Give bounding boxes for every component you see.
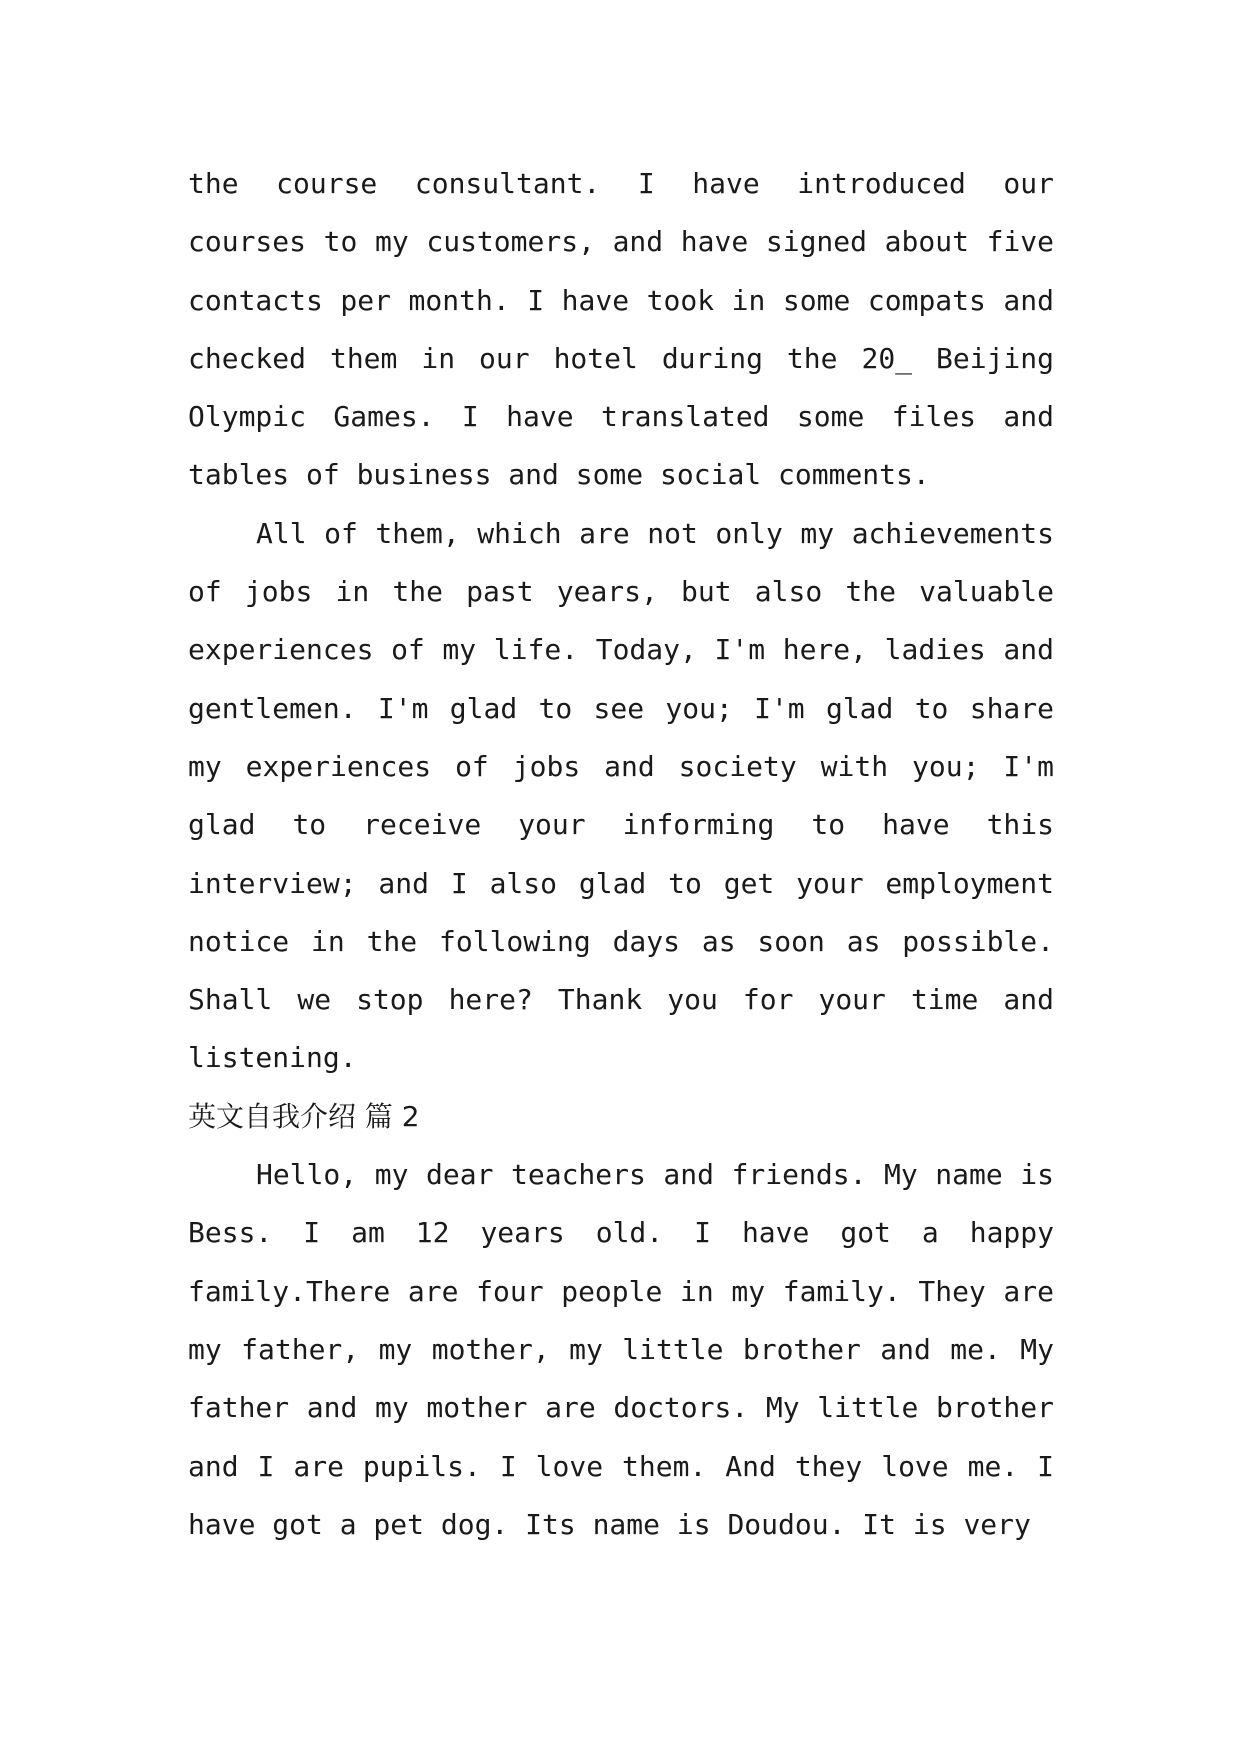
paragraph-course-consultant: the course consultant. I have introduced our courses to my customers, and have signed about five contacts per month. I have took in some compats and checked them in our hotel during the 20_ Beijing Olympic Games. I have translated some files and tables of business and some social comments. [188,167,1054,492]
paragraph-achievements: All of them, which are not only my achievements of jobs in the past years, but also the valuable experiences of my life. Today, I'm here, ladies and gentlemen. I'm glad to see you; I'm glad to share my experiences of jobs and society with you; I'm glad to receive your informing to have this interview; and I also glad to get your employment notice in the following days as soon as possible. Shall we stop here? Thank you for your time and listening. [188,516,1054,1075]
paragraph-self-introduction: Hello, my dear teachers and friends. My name is Bess. I am 12 years old. I have got a happy family.There are four people in my family. They are my father, my mother, my little brother and me. My father and my mother are doctors. My little brother and I are pupils. I love them. And they love me. I have got a pet dog. Its name is Doudou. It is very [188,1158,1054,1541]
section-heading: 英文自我介绍 篇 2 [188,1099,420,1133]
document-page [188,155,1054,1554]
